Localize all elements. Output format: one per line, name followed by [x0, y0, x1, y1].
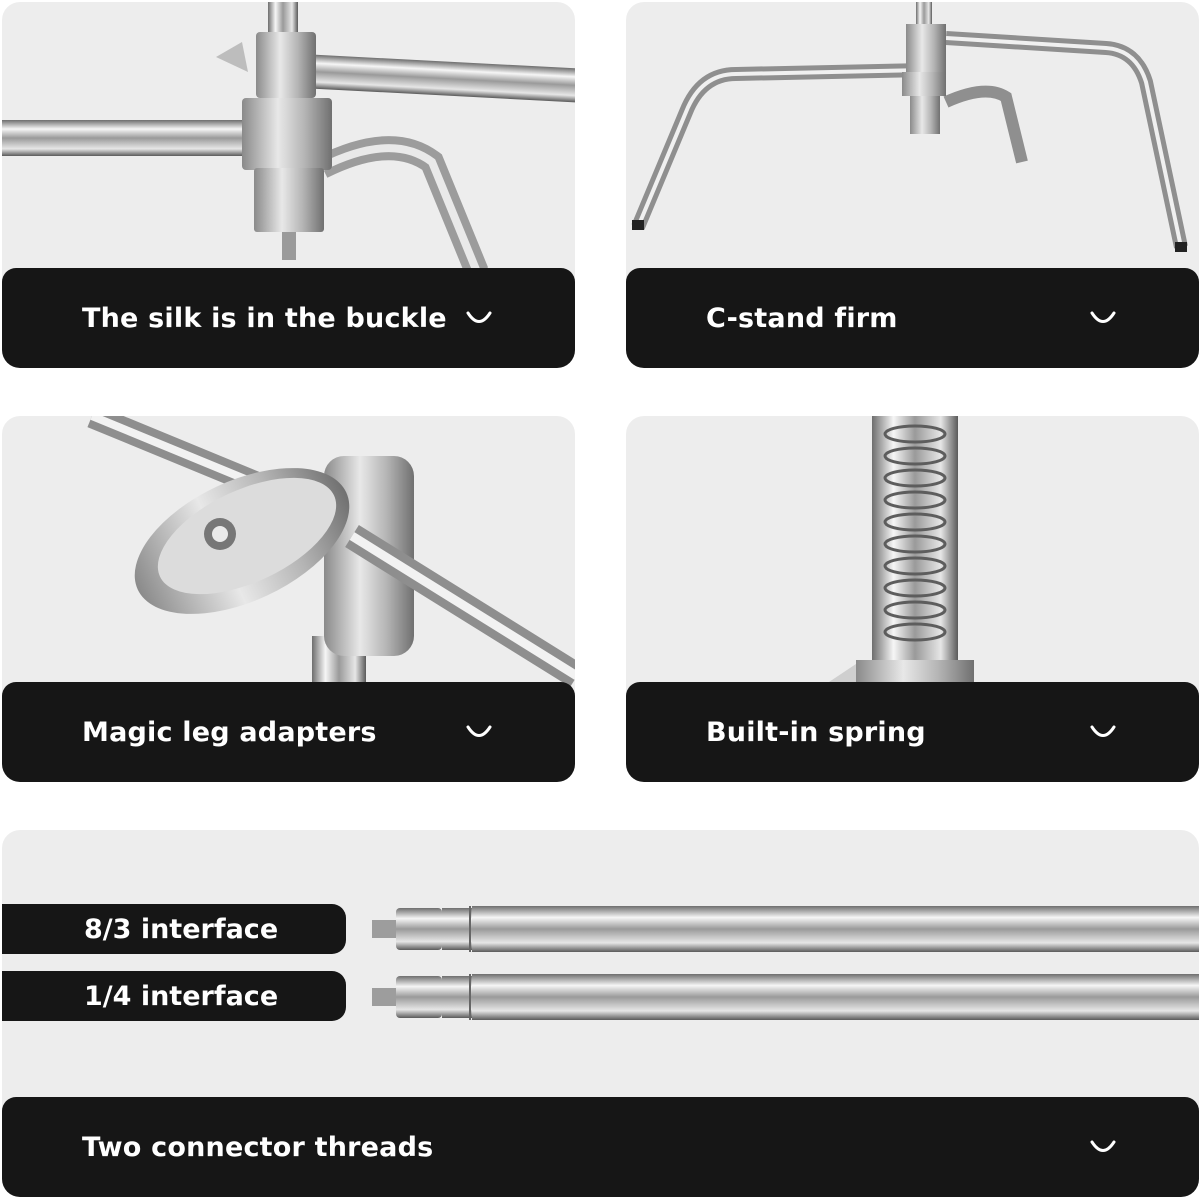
feature-bar[interactable] — [2, 682, 575, 782]
feature-bar[interactable] — [626, 682, 1199, 782]
chevron-down-icon[interactable] — [464, 722, 494, 742]
chevron-down-icon[interactable] — [1088, 722, 1118, 742]
chevron-down-icon[interactable] — [1088, 308, 1118, 328]
feature-label: The silk is in the buckle — [82, 302, 447, 334]
feature-bar[interactable] — [626, 268, 1199, 368]
feature-label: Built-in spring — [706, 716, 926, 748]
feature-card-leg-adapters — [2, 416, 575, 782]
feature-bar[interactable] — [2, 1097, 1199, 1197]
feature-label: Magic leg adapters — [82, 716, 377, 748]
chevron-down-icon[interactable] — [464, 308, 494, 328]
interface-pill-8-3 — [2, 904, 346, 954]
interface-pill-1-4 — [2, 971, 346, 1021]
feature-card-buckle — [2, 2, 575, 368]
feature-label: Two connector threads — [82, 1131, 434, 1163]
chevron-down-icon[interactable] — [1088, 1137, 1118, 1157]
interface-label: 1/4 interface — [84, 980, 279, 1012]
feature-card-spring — [626, 416, 1199, 782]
interface-label: 8/3 interface — [84, 913, 279, 945]
feature-label: C-stand firm — [706, 302, 898, 334]
feature-card-c-stand — [626, 2, 1199, 368]
feature-bar[interactable] — [2, 268, 575, 368]
feature-card-threads — [2, 830, 1199, 1197]
